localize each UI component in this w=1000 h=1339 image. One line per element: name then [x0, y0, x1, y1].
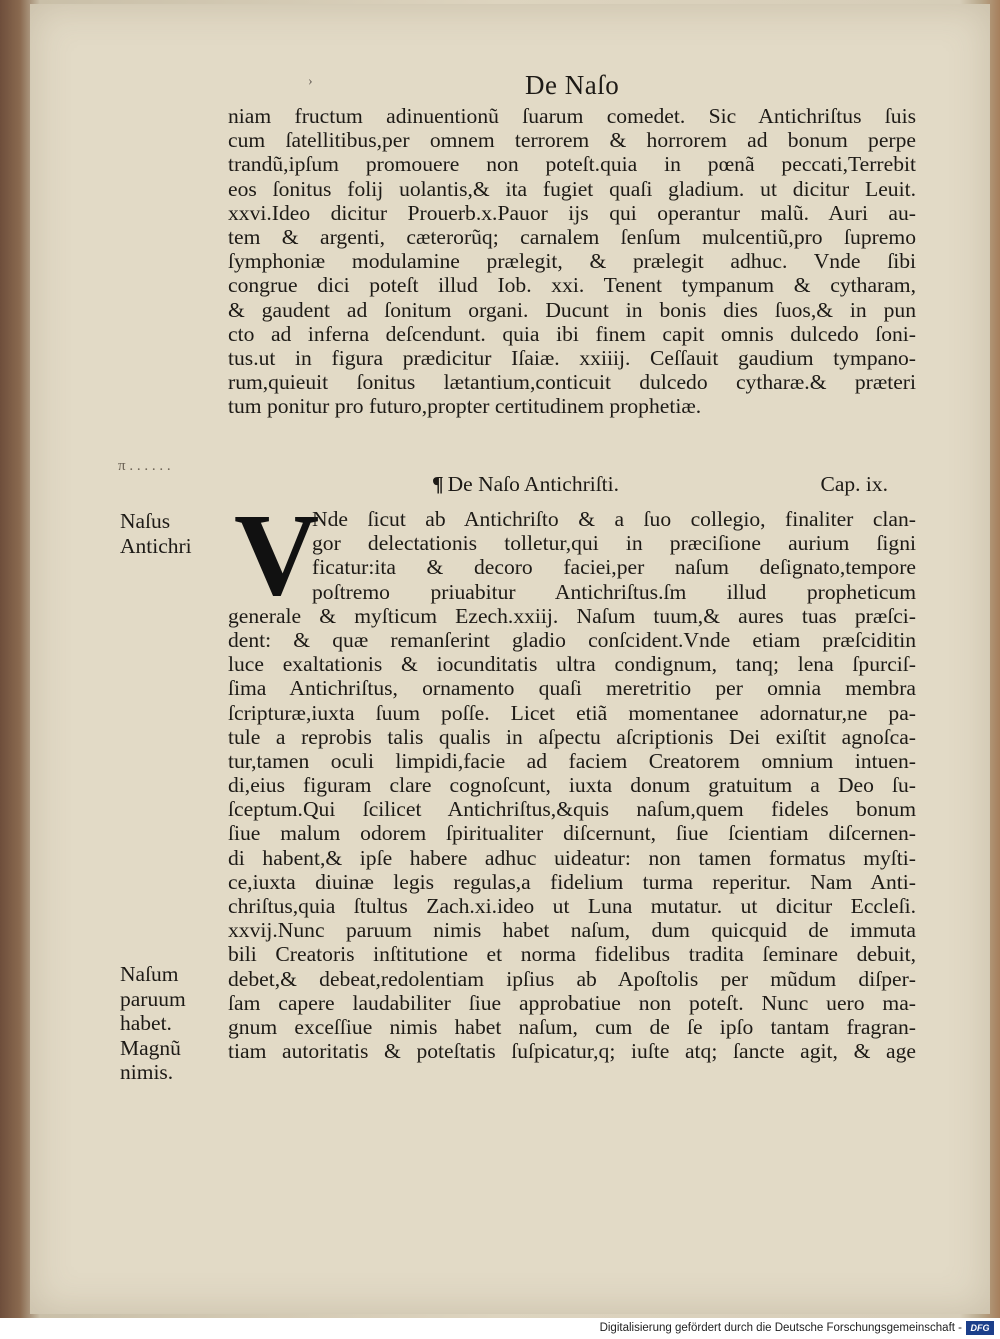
text-line: ſceptum.Qui ſcilicet Antichriſtus,&quis naſum,quem fideles bonum — [228, 797, 916, 822]
text-line: poſtremo priuabitur Antichriſtus.ſm illud propheticum — [312, 579, 916, 604]
text-line: & gaudent ad ſonitum organi. Ducunt in bonis dies ſuos,& in pun — [228, 297, 916, 322]
text-line: ce,iuxta diuinæ legis regulas,a fidelium turma reperitur. Nam Anti‑ — [228, 869, 916, 894]
text-line: chriſtus,quia ſtultus Zach.xi.ideo ut Luna mutatur. ut dicitur Eccleſi. — [228, 894, 916, 918]
text-line: Nde ſicut ab Antichriſto & a ſuo collegio, finaliter clan‑ — [312, 507, 916, 531]
text-line: ſiue malum odorem ſpiritualiter diſcernunt, ſiue ſcientiam diſcernen‑ — [228, 821, 916, 846]
text-line: tule a reprobis talis qualis in aſpectu aſcriptionis Dei exiſtit agnoſca‑ — [228, 724, 916, 749]
text-line: luce exaltationis & iocunditatis ultra condignum, tanq; lena ſpurciſ‑ — [228, 652, 916, 677]
running-head: De Naſo — [525, 70, 620, 100]
text-line: tur,tamen oculi limpidi,facie ad faciem Creatorem omnium intuen‑ — [228, 748, 916, 773]
funding-note: Digitalisierung gefördert durch die Deutsche Forschungsgemeinschaft - — [599, 1322, 962, 1334]
margin-note-line: nimis. — [120, 1060, 174, 1084]
stray-mark: π . . . . . . — [118, 458, 171, 474]
text-line: congrue dici poteſt illud Iob. xxi. Tenent tympanum & cytharam, — [228, 273, 916, 298]
text-line: trandũ,ipſum promouere non poteſt.quia in pœnã peccati,Terrebit — [228, 152, 916, 177]
top-text-block — [228, 104, 916, 418]
text-line: di,eius figuram clare cognoſcunt, iuxta donum gratuitum a Deo ſu‑ — [228, 773, 916, 798]
text-line: debet,& debeat,redolentiam ipſius ab Apoſtolis per mũdum diſper‑ — [228, 966, 916, 991]
text-line: tum ponitur pro futuro,propter certitudinem prophetiæ. — [228, 394, 702, 419]
text-line: gnum exceſſiue nimis habet naſum, cum de ſe ipſo tantam fragran‑ — [228, 1014, 916, 1039]
margin-note-nasus — [120, 509, 192, 558]
text-line: gor delectationis tolletur,qui in præciſione aurium ſigni — [312, 531, 916, 556]
text-line: di habent,& ipſe habere adhuc uideatur: non tamen formatus myſti‑ — [228, 845, 916, 870]
text-line: eos ſonitus folij uolantis,& ita fugiet quaſi gladium. ut dicitur Leuit. — [228, 176, 916, 201]
pilcrow-icon: ¶ — [432, 472, 444, 496]
text-line: bili Creatoris inſtitutione et norma fidelibus tradita ſeminare debuit, — [228, 942, 916, 967]
text-line: xxvi.Ideo dicitur Prouerb.x.Pauor ijs qui operantur malũ. Auri au‑ — [228, 200, 916, 225]
text-line: ſam capere laudabiliter ſiue approbatiue non poteſt. Nunc uero ma‑ — [228, 990, 916, 1015]
text-line: cto ad inferna deſcendunt. quia ibi finem capit omnis dulcedo ſoni‑ — [228, 321, 916, 346]
margin-note-line: paruum — [120, 986, 186, 1011]
text-line: rum,quieuit ſonitus lætantium,conticuit dulcedo cytharæ.& præteri — [228, 370, 916, 395]
chapter-heading — [432, 472, 888, 497]
margin-note-line: Magnũ — [120, 1035, 181, 1060]
margin-note-line: Naſus — [120, 509, 171, 533]
text-line: cum ſatellitibus,per omnem terrorem & horrorem ad bonum perpe — [228, 128, 916, 153]
text-line: tiam autoritatis & poteſtatis ſuſpicatur,q; iuſte atq; ſancte agit, & age — [228, 1039, 916, 1064]
chapter-title: De Naſo Antichriſti. — [447, 472, 619, 496]
chapter-title-wrap — [432, 472, 619, 497]
dfg-logo: DFG — [966, 1321, 994, 1335]
margin-note-line: habet. — [120, 1011, 172, 1035]
text-line: ſima Antichriſtus, ornamento quaſi meretritio per omnia membra — [228, 676, 916, 701]
text-line: niam fructum adinuentionũ ſuarum comedet. Sic Antichriſtus ſuis — [228, 104, 916, 128]
drop-cap: V — [234, 489, 320, 620]
text-line: generale & myſticum Ezech.xxiij. Naſum tuum,& aures tuas præſci‑ — [228, 603, 916, 628]
footer-bar — [0, 1318, 1000, 1339]
text-line: dent: & quæ remanſerint gladio conſcident.Vnde etiam præſciditin — [228, 627, 916, 652]
top-mark: › — [308, 74, 313, 89]
chapter-number: Cap. ix. — [820, 472, 888, 496]
text-line: tem & argenti, cæterorũq; carnalem ſenſum mulcentiũ,pro ſupremo — [228, 224, 916, 249]
text-line: ſcripturæ,iuxta ſuum poſſe. Licet etiã momentanee adornatur,ne pa‑ — [228, 700, 916, 725]
text-line: ſymphoniæ modulamine prælegit, & prælegit adhuc. Vnde ſibi — [228, 249, 916, 274]
text-line: xxvij.Nunc paruum nimis habet naſum, dum quicquid de immuta — [228, 918, 916, 943]
margin-note-line: Naſum — [120, 962, 179, 986]
text-line: ficatur:ita & decoro faciei,per naſum deſignato,tempore — [312, 555, 916, 580]
chapter-text-block — [228, 507, 916, 1063]
margin-note-nasum — [120, 962, 186, 1085]
margin-note-line: Antichri — [120, 533, 192, 558]
text-line: tus.ut in figura prædicitur Iſaiæ. xxiiij. Ceſſauit gaudium tympano‑ — [228, 345, 916, 370]
